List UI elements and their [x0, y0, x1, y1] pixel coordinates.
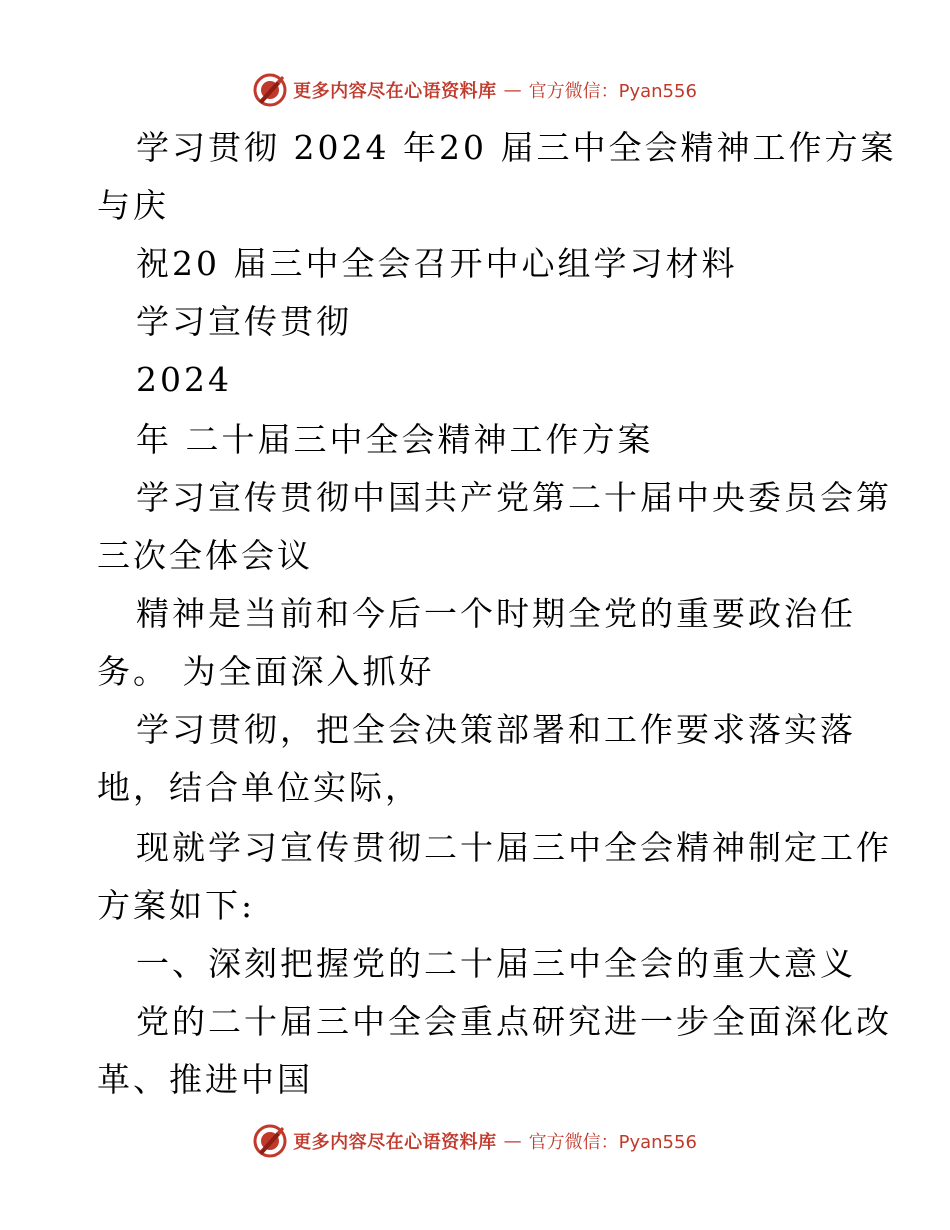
text-line-7: 学习宣传贯彻中国共产党第二十届中央委员会第: [136, 478, 892, 517]
text-line-15: 一、深刻把握党的二十届三中全会的重大意义: [136, 944, 856, 983]
text-line-11: 学习贯彻，把全会决策部署和工作要求落实落: [136, 710, 856, 749]
text-line-12: 地，结合单位实际，: [97, 768, 421, 807]
watermark-wechat-text: 官方微信：Pyan556: [528, 1132, 697, 1153]
text-line-2: 与庆: [97, 186, 169, 225]
text-line-8: 三次全体会议: [97, 536, 313, 575]
watermark-main-text: 更多内容尽在心语资料库: [293, 81, 497, 102]
pen-logo-icon: [253, 1124, 287, 1158]
text-line-9: 精神是当前和今后一个时期全党的重要政治任: [136, 594, 856, 633]
pen-logo-icon: [253, 73, 287, 107]
watermark-wechat-text: 官方微信：Pyan556: [528, 81, 697, 102]
text-line-17: 革、推进中国: [97, 1060, 313, 1099]
watermark-dash: —: [503, 1130, 522, 1152]
text-line-13: 现就学习宣传贯彻二十届三中全会精神制定工作: [136, 828, 892, 867]
text-line-14: 方案如下:: [97, 886, 256, 925]
text-line-5: 2024: [136, 360, 232, 399]
watermark-dash: —: [503, 79, 522, 101]
watermark-main-text: 更多内容尽在心语资料库: [293, 1132, 497, 1153]
text-line-4: 学习宣传贯彻: [136, 302, 352, 341]
text-line-6: 年 二十届三中全会精神工作方案: [136, 420, 654, 459]
footer-watermark: [0, 1122, 950, 1160]
text-line-16: 党的二十届三中全会重点研究进一步全面深化改: [136, 1002, 892, 1041]
text-line-10: 务。 为全面深入抓好: [97, 652, 435, 691]
text-line-3: 祝20 届三中全会召开中心组学习材料: [136, 244, 738, 283]
header-watermark: [0, 71, 950, 109]
text-line-1: 学习贯彻 2024 年20 届三中全会精神工作方案: [136, 128, 897, 167]
